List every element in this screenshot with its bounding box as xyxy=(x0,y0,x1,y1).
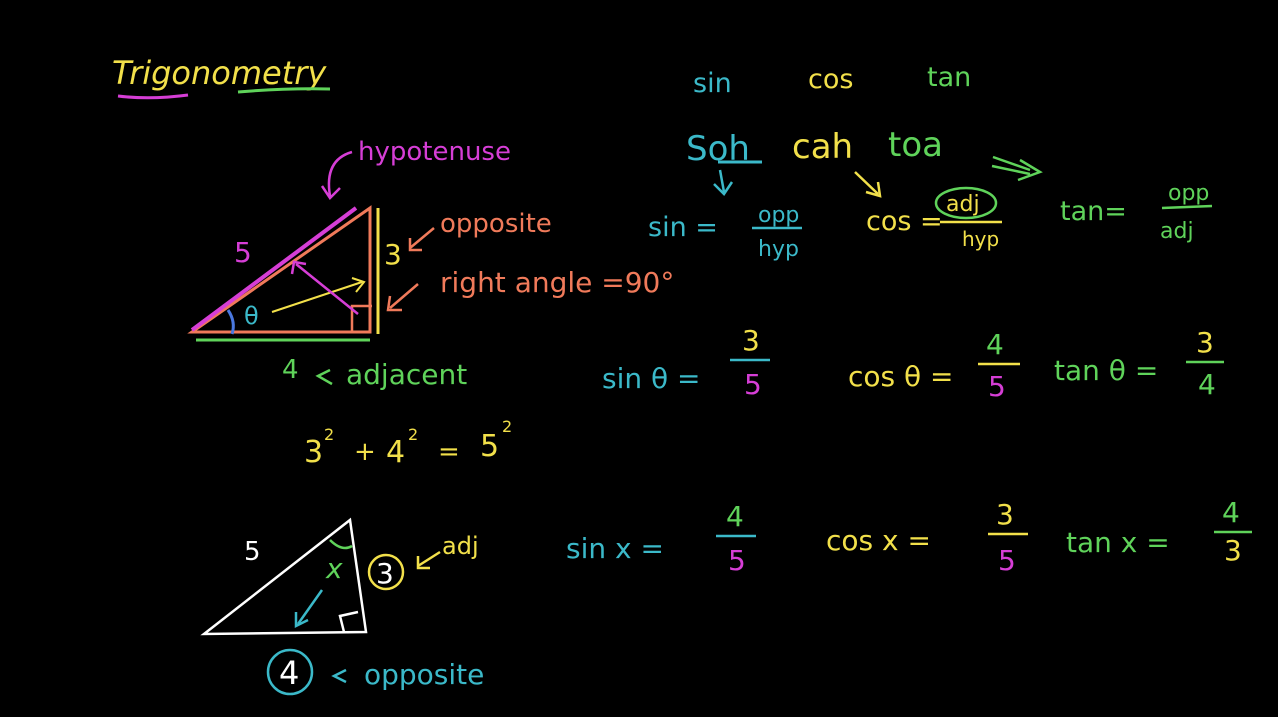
right-angle-pointer-arrow xyxy=(388,284,418,310)
title-underline-magenta xyxy=(118,95,188,98)
theta-tan-den: 4 xyxy=(1198,368,1216,401)
triangle-2-side-value: 3 xyxy=(376,557,394,590)
soh-down-arrow xyxy=(714,170,732,194)
def-tan-label: tan= xyxy=(1060,196,1127,227)
pythagoras-b: 4 xyxy=(386,435,406,470)
pythagoras-c: 5 xyxy=(480,429,500,464)
theta-sin-den: 5 xyxy=(744,368,762,401)
x-tan-num: 4 xyxy=(1222,496,1240,529)
triangle-1-adj-label: adjacent xyxy=(346,358,468,391)
x-cos-den: 5 xyxy=(998,544,1016,577)
right-angle-label: right angle =90° xyxy=(440,266,675,299)
triangle-1-angle-arc xyxy=(228,310,233,334)
triangle-1-hyp-value: 5 xyxy=(234,236,252,269)
mnemonic-soh: Soh xyxy=(686,129,750,169)
triangle-1-opp-value: 3 xyxy=(384,238,402,271)
pythagoras-b-exp: 2 xyxy=(408,425,419,444)
def-cos-den: hyp xyxy=(962,227,1000,251)
triangle-1-shape xyxy=(192,208,370,332)
def-sin-den: hyp xyxy=(758,237,799,262)
cah-down-arrow xyxy=(855,172,880,196)
opposite-pointer-arrow xyxy=(410,228,434,250)
x-tan-den: 3 xyxy=(1224,534,1242,567)
pythagoras-eq: = xyxy=(438,437,460,467)
mnemonic-cah: cah xyxy=(792,127,854,167)
triangle-1-angle-theta: θ xyxy=(244,302,259,330)
x-sin-den: 5 xyxy=(728,544,746,577)
triangle-2-bottom-value: 4 xyxy=(279,654,300,692)
theta-cos-den: 5 xyxy=(988,370,1006,403)
def-tan-num: opp xyxy=(1168,181,1210,206)
triangle-2-right-angle-mark xyxy=(340,612,358,632)
mnemonic-toa: toa xyxy=(888,125,943,165)
toa-double-arrow xyxy=(992,157,1040,180)
opposite-2-pointer-arrow xyxy=(334,670,346,682)
header-tan: tan xyxy=(927,62,972,93)
hypotenuse-pointer-arrow xyxy=(322,152,352,198)
triangle-1-opp-label: opposite xyxy=(440,209,552,239)
title-trigonometry: Trigonometry xyxy=(112,54,327,92)
triangle-2-hyp-value: 5 xyxy=(244,537,261,567)
x-cos-label: cos x = xyxy=(826,524,931,557)
theta-sin-num: 3 xyxy=(742,324,760,357)
pythagoras-a-exp: 2 xyxy=(324,425,335,444)
theta-tan-label: tan θ = xyxy=(1054,354,1159,387)
theta-sin-label: sin θ = xyxy=(602,362,701,395)
right-angle-to-hyp-arrow xyxy=(296,264,358,314)
triangle-2-angle-x: x xyxy=(326,552,343,585)
def-sin-label: sin = xyxy=(648,212,718,243)
header-sin: sin xyxy=(693,68,732,99)
theta-cos-label: cos θ = xyxy=(848,360,954,393)
triangle-1-hyp-label: hypotenuse xyxy=(358,137,511,167)
triangle-1 xyxy=(192,208,378,340)
def-cos-label: cos = xyxy=(866,206,943,237)
x-sin-num: 4 xyxy=(726,500,744,533)
x-cos-num: 3 xyxy=(996,498,1014,531)
triangle-2-side-label: adj xyxy=(442,532,479,560)
def-cos-num: adj xyxy=(946,192,980,217)
triangle-2-bottom-label: opposite xyxy=(364,658,485,691)
def-tan-bar xyxy=(1162,206,1212,208)
theta-cos-num: 4 xyxy=(986,328,1004,361)
def-tan-den: adj xyxy=(1160,219,1194,244)
pythagoras-a: 3 xyxy=(304,435,324,470)
adjacent-pointer-arrow xyxy=(318,370,332,384)
triangle-2-angle-arc xyxy=(330,540,352,548)
triangle-1-adj-value: 4 xyxy=(282,355,299,385)
adj-pointer-arrow xyxy=(418,552,440,568)
pythagoras-c-exp: 2 xyxy=(502,417,513,436)
pythagoras-plus: + xyxy=(354,437,376,467)
x-tan-label: tan x = xyxy=(1066,526,1170,559)
angle-x-to-opposite-arrow xyxy=(298,590,322,624)
header-cos: cos xyxy=(808,64,854,95)
def-sin-num: opp xyxy=(758,203,800,228)
x-sin-label: sin x = xyxy=(566,532,664,565)
theta-tan-num: 3 xyxy=(1196,326,1214,359)
